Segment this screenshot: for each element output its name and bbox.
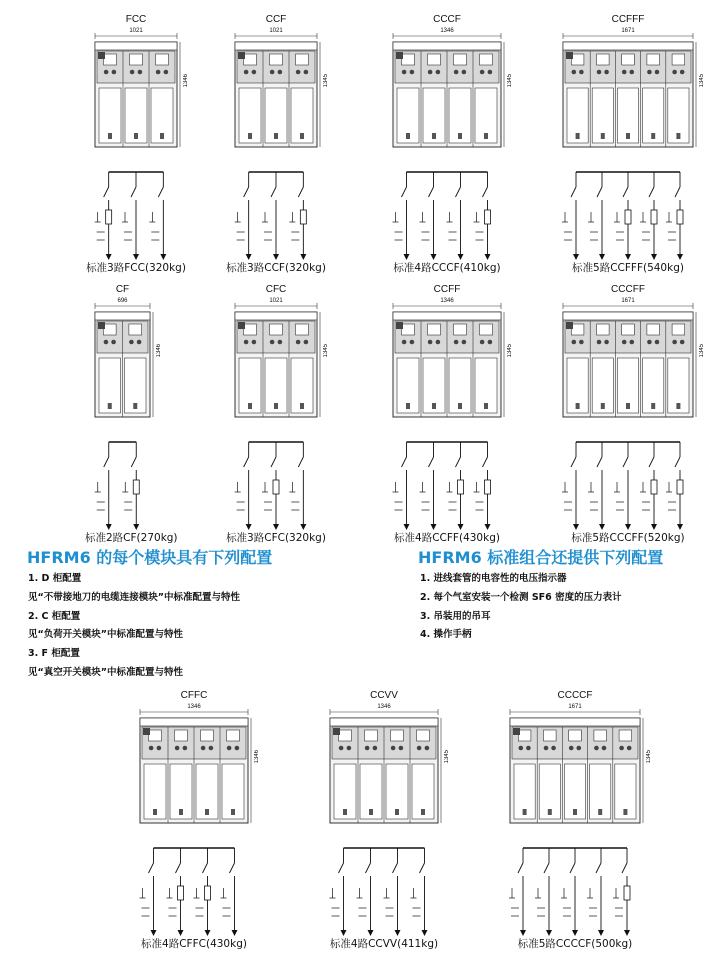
width-dimension-label: 1021	[269, 298, 283, 304]
right-item-2: 2. 每个气室安装一个检测 SF6 密度的压力表计	[420, 591, 622, 603]
unit-front-elevation-and-schematic	[140, 690, 258, 890]
height-dimension-label: 1345	[699, 74, 705, 88]
switchgear-unit-ccccf	[510, 690, 652, 950]
right-heading: HFRM6 标准组合还提供下列配置	[418, 548, 664, 567]
right-item-1: 1. 进线套管的电容性的电压指示器	[420, 573, 567, 584]
unit-front-elevation-and-schematic	[563, 284, 703, 484]
width-dimension-label: 1346	[187, 704, 201, 710]
unit-caption: 标准4路CCVV(411kg)	[329, 938, 439, 950]
unit-caption: 标准5路CCFFF(540kg)	[572, 262, 684, 274]
unit-code: CCVV	[370, 690, 398, 701]
width-dimension-label: 1346	[377, 704, 391, 710]
unit-code: CFFC	[180, 690, 208, 701]
unit-front-elevation-and-schematic	[563, 14, 703, 214]
unit-code: CCCF	[433, 14, 461, 25]
switchgear-unit-cffc	[140, 690, 260, 950]
unit-code: CCCCF	[557, 690, 593, 701]
unit-caption: 标准3路CFC(320kg)	[226, 532, 326, 544]
unit-front-elevation-and-schematic	[235, 284, 327, 484]
left-config-list	[28, 570, 240, 683]
height-dimension-label: 1346	[254, 750, 260, 764]
width-dimension-label: 1346	[440, 298, 454, 304]
left-item-5: 3. F 柜配置	[28, 648, 80, 660]
switchgear-unit-ccff	[393, 284, 513, 544]
unit-code: CCFF	[433, 284, 461, 295]
height-dimension-label: 1345	[444, 750, 450, 764]
unit-front-elevation-and-schematic	[393, 14, 511, 214]
unit-code: CCFFF	[611, 14, 645, 25]
left-item-4: 见“负荷开关模块”中标准配置与特性	[28, 629, 183, 641]
height-dimension-label: 1345	[323, 344, 329, 358]
width-dimension-label: 1671	[621, 28, 635, 34]
unit-front-elevation-and-schematic	[95, 284, 160, 484]
height-dimension-label: 1345	[699, 344, 705, 358]
unit-front-elevation-and-schematic	[510, 690, 650, 890]
right-config-list	[420, 570, 622, 645]
width-dimension-label: 1021	[129, 28, 143, 34]
unit-code: CCF	[265, 14, 287, 25]
height-dimension-label: 1345	[323, 74, 329, 88]
width-dimension-label: 1021	[269, 28, 283, 34]
left-heading: HFRM6 的每个模块具有下列配置	[27, 548, 273, 567]
switchgear-unit-ccfff	[563, 14, 705, 274]
unit-caption: 标准4路CFFC(430kg)	[141, 938, 247, 950]
right-item-3: 3. 吊装用的吊耳	[420, 610, 491, 622]
unit-caption: 标准5路CCCCF(500kg)	[517, 938, 633, 950]
unit-code: CF	[115, 284, 130, 295]
left-item-2: 见“不带接地刀的电缆连接模块”中标准配置与特性	[28, 591, 240, 603]
unit-caption: 标准5路CCCFF(520kg)	[571, 532, 685, 544]
unit-front-elevation-and-schematic	[393, 284, 511, 484]
height-dimension-label: 1345	[507, 344, 513, 358]
unit-caption: 标准4路CCCF(410kg)	[393, 262, 501, 274]
unit-front-elevation-and-schematic	[95, 14, 187, 214]
unit-code: CFC	[265, 284, 287, 295]
unit-caption: 标准4路CCFF(430kg)	[394, 532, 500, 544]
switchgear-unit-cccf	[393, 14, 513, 274]
left-item-3: 2. C 柜配置	[28, 610, 81, 622]
left-item-6: 见“真空开关模块”中标准配置与特性	[28, 666, 183, 678]
switchgear-unit-ccvv	[329, 690, 450, 950]
unit-caption: 标准2路CF(270kg)	[85, 532, 178, 544]
switchgear-unit-cfc	[226, 284, 329, 544]
left-item-1: 1. D 柜配置	[28, 573, 82, 584]
switchgear-unit-ccf	[226, 14, 329, 274]
width-dimension-label: 1346	[440, 28, 454, 34]
height-dimension-label: 1345	[507, 74, 513, 88]
unit-code: FCC	[125, 14, 147, 25]
height-dimension-label: 1345	[646, 750, 652, 764]
unit-caption: 标准3路FCC(320kg)	[86, 262, 186, 274]
width-dimension-label: 696	[117, 298, 128, 304]
height-dimension-label: 1346	[156, 344, 162, 358]
switchgear-unit-fcc	[86, 14, 189, 274]
height-dimension-label: 1346	[183, 74, 189, 88]
unit-front-elevation-and-schematic	[330, 690, 448, 890]
unit-code: CCCFF	[611, 284, 645, 295]
width-dimension-label: 1671	[568, 704, 582, 710]
right-item-4: 4. 操作手柄	[420, 629, 472, 641]
unit-caption: 标准3路CCF(320kg)	[226, 262, 326, 274]
width-dimension-label: 1671	[621, 298, 635, 304]
switchgear-unit-cf	[85, 284, 178, 544]
switchgear-unit-cccff	[563, 284, 705, 544]
unit-front-elevation-and-schematic	[235, 14, 327, 214]
